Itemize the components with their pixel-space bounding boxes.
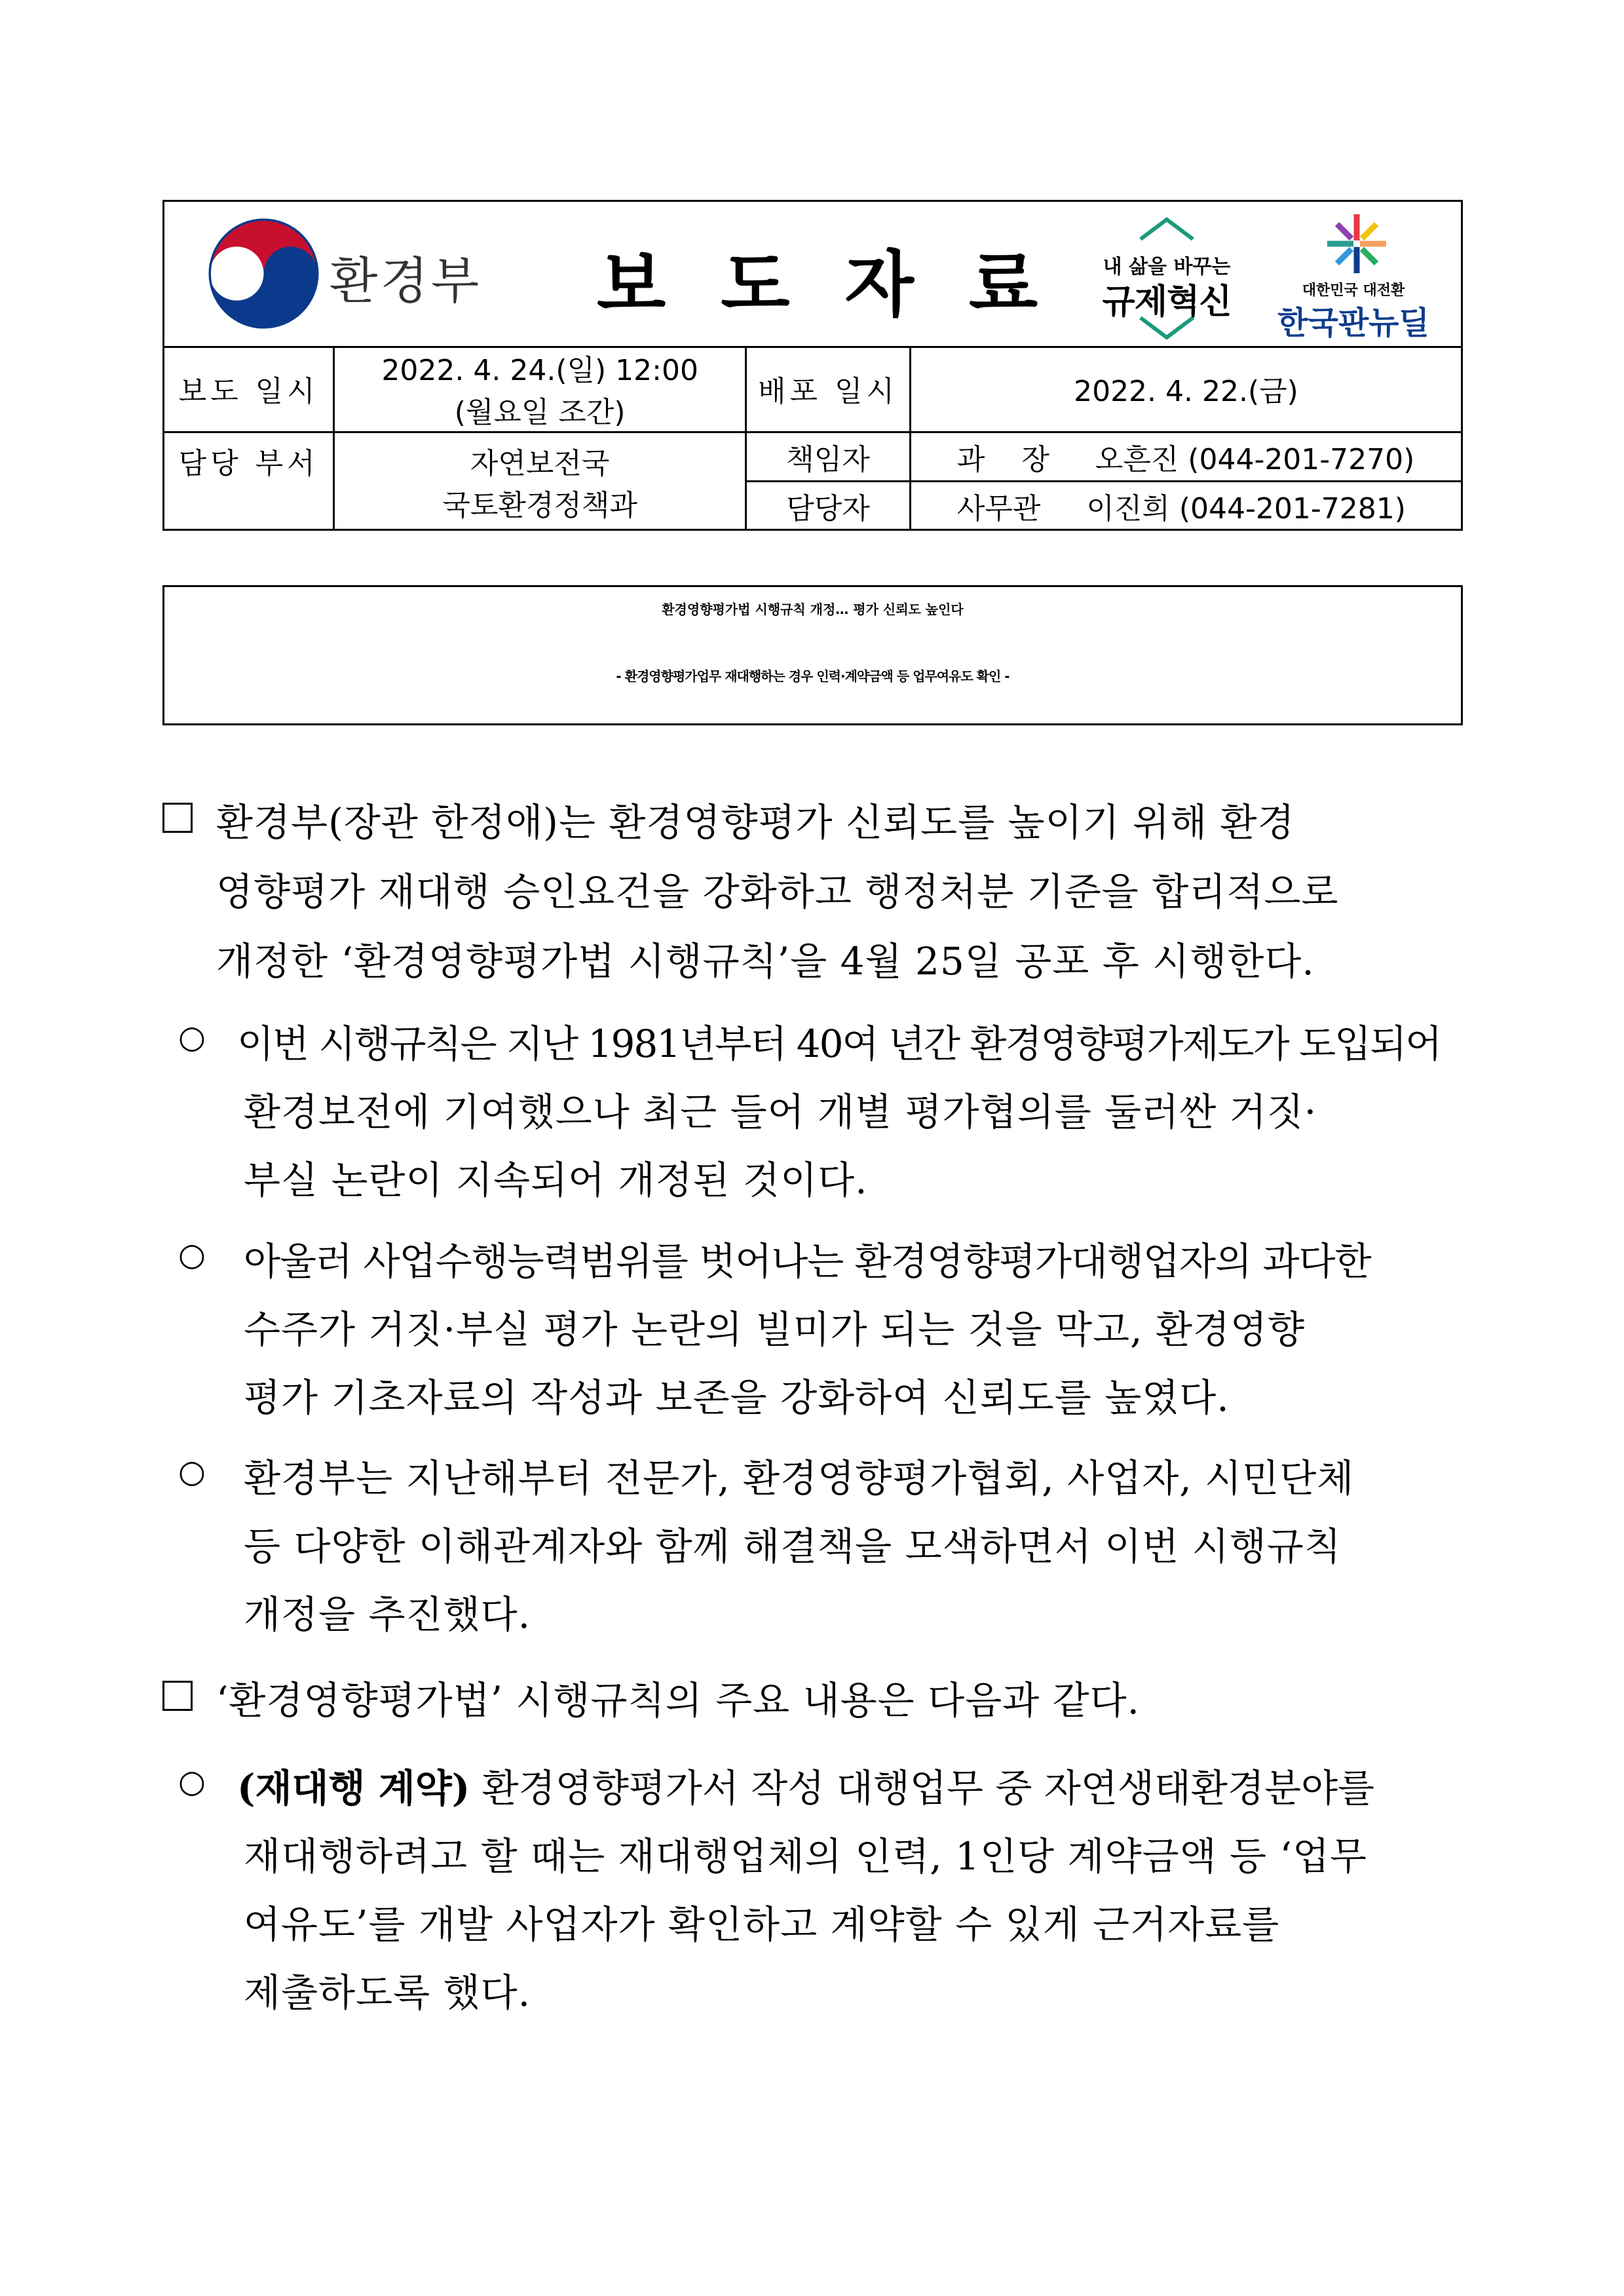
paragraph-line xyxy=(237,1757,1374,1812)
release-date-time: 2022. 4. 24.(일) 12:00 xyxy=(381,354,698,387)
paragraph-line: 등 다양한 이해관계자와 함께 해결책을 모색하면서 이번 시행규칙 xyxy=(244,1524,1342,1569)
department-division: 국토환경정책과 xyxy=(442,489,637,522)
chevron-up-icon xyxy=(1134,216,1199,242)
paragraph-line: 제출하도록 했다. xyxy=(244,1970,531,2015)
release-date-edition: (월요일 조간) xyxy=(454,396,626,429)
header-banner xyxy=(164,202,1461,348)
press-release-header xyxy=(162,200,1463,531)
release-date-value xyxy=(334,346,746,432)
paragraph-line: ‘환경영향평가법’ 시행규칙의 주요 내용은 다음과 같다. xyxy=(216,1678,1141,1723)
headline-box xyxy=(162,585,1463,725)
department-value xyxy=(334,432,746,530)
responsible-label: 책임자 xyxy=(746,432,911,482)
responsible-contact: 과 장 오흔진 (044-201-7270) xyxy=(910,432,1461,482)
headline: 환경영향평가법 시행규칙 개정… 평가 신뢰도 높인다 xyxy=(662,602,964,617)
new-deal-logo-text: 한국판뉴딜 xyxy=(1277,305,1429,341)
paragraph-line: 수주가 거짓·부실 평가 논란의 빌미가 되는 것을 막고, 환경영향 xyxy=(244,1307,1306,1352)
circle-bullet-icon: ○ xyxy=(178,1236,206,1273)
staff-label: 담당자 xyxy=(746,482,911,530)
square-bullet-icon xyxy=(162,1681,193,1711)
paragraph-line: 영향평가 재대행 승인요건을 강화하고 행정처분 기준을 합리적으로 xyxy=(216,870,1339,914)
paragraph-line: 재대행하려고 할 때는 재대행업체의 인력, 1인당 계약금액 등 ‘업무 xyxy=(244,1834,1367,1879)
distribution-date-label: 배포 일시 xyxy=(746,346,911,432)
staff-contact: 사무관 이진희 (044-201-7281) xyxy=(910,482,1461,530)
sub-headline: - 환경영향평가업무 재대행하는 경우 인력·계약금액 등 업무여유도 확인 - xyxy=(616,668,1010,684)
distribution-date-value: 2022. 4. 22.(금) xyxy=(910,346,1461,432)
paragraph-line: 평가 기초자료의 작성과 보존을 강화하여 신뢰도를 높였다. xyxy=(244,1375,1230,1420)
department-label: 담당 부서 xyxy=(164,432,334,530)
regulation-innovation-logo xyxy=(1095,216,1265,341)
circle-bullet-icon: ○ xyxy=(178,1453,206,1490)
chevron-down-icon xyxy=(1134,315,1199,341)
paragraph-line: 아울러 사업수행능력범위를 벗어나는 환경영향평가대행업자의 과다한 xyxy=(244,1239,1371,1284)
document-type-title: 보도자료 xyxy=(597,243,1093,326)
item-text: 환경영향평가서 작성 대행업무 중 자연생태환경분야를 xyxy=(470,1766,1375,1810)
new-deal-star-icon xyxy=(1324,211,1389,277)
ministry-emblem-icon xyxy=(206,216,321,331)
paragraph-line: 이번 시행규칙은 지난 1981년부터 40여 년간 환경영향평가제도가 도입되어 xyxy=(237,1022,1441,1066)
release-info-table xyxy=(164,346,1461,531)
ministry-name: 환경부 xyxy=(330,252,482,310)
paragraph-line: 개정을 추진했다. xyxy=(244,1592,531,1637)
circle-bullet-icon: ○ xyxy=(178,1763,206,1800)
new-deal-logo-tagline: 대한민국 대전환 xyxy=(1302,282,1405,299)
paragraph-line: 부실 논란이 지속되어 개정된 것이다. xyxy=(244,1158,868,1202)
circle-bullet-icon: ○ xyxy=(178,1019,206,1056)
paragraph-line: 환경부(장관 한정애)는 환경영향평가 신뢰도를 높이기 위해 환경 xyxy=(216,800,1295,845)
paragraph-line: 환경부는 지난해부터 전문가, 환경영향평가협회, 사업자, 시민단체 xyxy=(244,1456,1355,1501)
department-bureau: 자연보전국 xyxy=(470,447,610,480)
item-heading: (재대행 계약) xyxy=(237,1766,470,1810)
paragraph-line: 여유도’를 개발 사업자가 확인하고 계약할 수 있게 근거자료를 xyxy=(244,1902,1280,1947)
release-date-label: 보도 일시 xyxy=(164,346,334,432)
korean-new-deal-logo xyxy=(1255,208,1452,343)
regulation-logo-text: 규제혁신 xyxy=(1102,282,1232,322)
paragraph-line: 환경보전에 기여했으나 최근 들어 개별 평가협의를 둘러싼 거짓· xyxy=(244,1090,1317,1134)
paragraph-line: 개정한 ‘환경영향평가법 시행규칙’을 4월 25일 공포 후 시행한다. xyxy=(216,939,1315,984)
regulation-logo-tagline: 내 삶을 바꾸는 xyxy=(1103,256,1231,278)
square-bullet-icon xyxy=(162,803,193,833)
